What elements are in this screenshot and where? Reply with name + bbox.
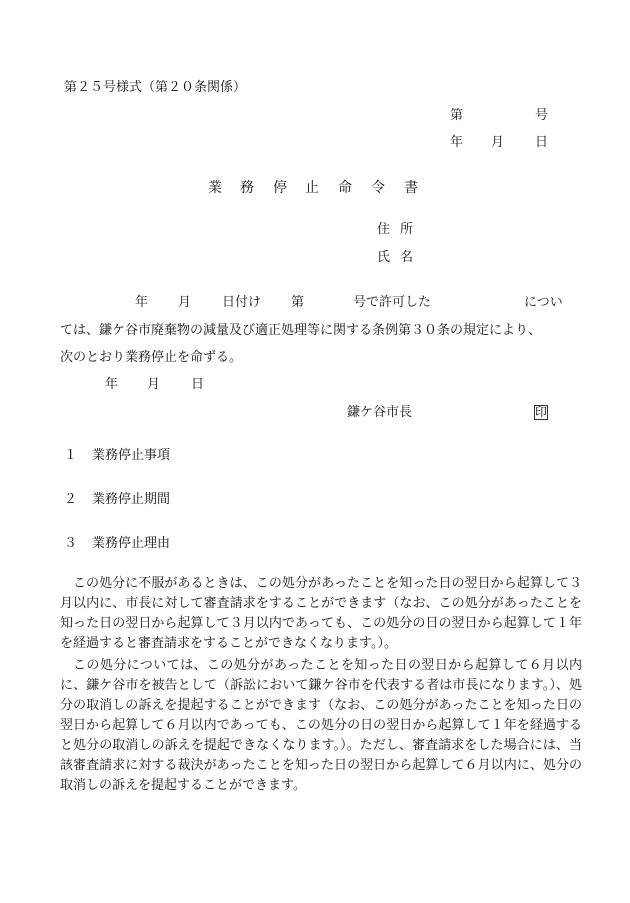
- item-label: 業務停止理由: [92, 536, 171, 551]
- title-char: 停: [273, 180, 287, 196]
- body-month: 月: [178, 295, 192, 310]
- notice-lawsuit: この処分については、この処分があったことを知った日の翌日から起算して６月以内に、鎌ケ谷市を被告として（訴訟において鎌ケ谷市を代表する者は市長になります。）、処分の取消しの訴えを提起することができます（なお、この処分があったことを知った日の翌日から起算して６月以内であっても、この処分の日の翌日から起算して１年を経過すると処分の取消しの訴えを提起できなくなります。）。ただし、審査請求をした場合には、当該審査請求に対する裁決があったことを知った日の翌日から起算して６月以内に、処分の取消しの訴えを提起することができます。: [60, 658, 582, 793]
- body-line-2: ては、鎌ケ谷市廃棄物の減量及び適正処理等に関する条例第３０条の規定により、: [60, 323, 542, 338]
- title-char: 命: [338, 180, 352, 196]
- item-number: １: [64, 448, 78, 463]
- body-permit-text: 号で許可した: [353, 295, 432, 310]
- doc-number-prefix: 第: [450, 108, 464, 123]
- document-title: [0, 177, 630, 196]
- title-char: 務: [240, 180, 254, 196]
- order-date-day: 日: [191, 377, 205, 392]
- item-number: ２: [64, 492, 78, 507]
- form-label: 第２５号様式（第２０条関係）: [64, 80, 247, 95]
- order-date-year: 年: [105, 377, 119, 392]
- item-label: 業務停止期間: [92, 492, 171, 507]
- doc-date-month: 月: [491, 135, 505, 150]
- order-date-month: 月: [147, 377, 161, 392]
- title-char: 業: [208, 180, 222, 196]
- body-year: 年: [135, 295, 149, 310]
- title-char: 書: [404, 180, 418, 196]
- doc-date-year: 年: [450, 135, 464, 150]
- item-number: ３: [64, 536, 78, 551]
- issuer-name: 鎌ケ谷市長: [347, 405, 413, 420]
- title-char: 止: [305, 180, 319, 196]
- address-label: 住所: [377, 222, 424, 237]
- seal-mark: 印: [535, 405, 548, 419]
- item-label: 業務停止事項: [92, 448, 171, 463]
- notice-appeal: この処分に不服があるときは、この処分があったことを知った日の翌日から起算して３月以内に、市長に対して審査請求をすることができます（なお、この処分があったことを知った日の翌日から起算して３月以内であっても、この処分の日の翌日から起算して１年を経過すると審査請求をすることができなくなります。）。: [60, 576, 582, 651]
- doc-date-day: 日: [535, 135, 549, 150]
- body-no-prefix: 第: [291, 295, 305, 310]
- name-label: 氏名: [377, 250, 424, 265]
- body-tsuite: につい: [524, 295, 563, 310]
- title-char: 令: [371, 180, 385, 196]
- body-line-3: 次のとおり業務停止を命ずる。: [60, 350, 243, 365]
- body-dated: 日付け: [222, 295, 262, 310]
- doc-number-suffix: 号: [535, 108, 549, 123]
